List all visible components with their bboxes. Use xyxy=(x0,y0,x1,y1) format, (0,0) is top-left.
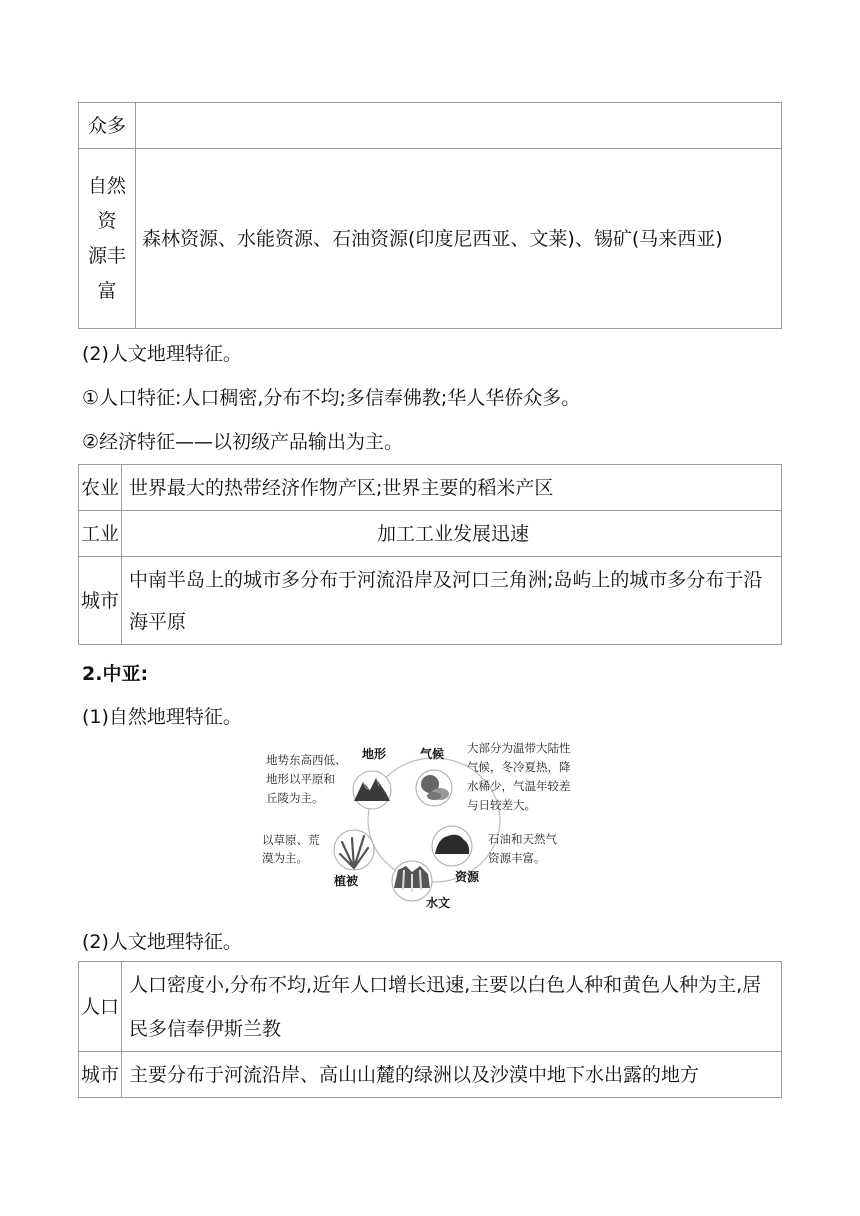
row-value: 中南半岛上的城市多分布于河流沿岸及河口三角洲;岛屿上的城市多分布于沿海平原 xyxy=(122,557,782,645)
vegetation-label: 植被 xyxy=(334,874,359,888)
row-label: 工业 xyxy=(79,511,122,557)
label-line: 自然 xyxy=(87,174,126,197)
central-asia-human-heading: (2)人文地理特征。 xyxy=(82,931,242,953)
table-row xyxy=(79,962,782,1052)
hydrology-label: 水文 xyxy=(426,896,451,910)
row-label: 城市 xyxy=(79,1052,122,1098)
row-label-natural-resources xyxy=(79,149,136,329)
table-row xyxy=(79,511,782,557)
terrain-text-line: 地形以平原和 xyxy=(266,772,335,786)
central-asia-human-table xyxy=(78,961,782,1098)
central-asia-natural-heading: (1)自然地理特征。 xyxy=(82,706,242,728)
table-row xyxy=(79,149,782,329)
row-value: 主要分布于河流沿岸、高山山麓的绿洲以及沙漠中地下水出露的地方 xyxy=(122,1052,782,1098)
terrain-text-line: 地势东高西低、 xyxy=(266,753,347,767)
table-row xyxy=(79,557,782,645)
natural-features-table-continued xyxy=(78,102,782,329)
table-row xyxy=(79,103,782,149)
row-label: 人口 xyxy=(79,962,122,1052)
row-label: 农业 xyxy=(79,465,122,511)
terrain-label: 地形 xyxy=(362,747,387,761)
resources-label: 资源 xyxy=(455,870,480,884)
central-asia-heading: 2.中亚: xyxy=(82,663,149,685)
table-row xyxy=(79,1052,782,1098)
terrain-text-line: 丘陵为主。 xyxy=(266,791,324,805)
label-line: 源丰 xyxy=(87,244,126,267)
climate-label: 气候 xyxy=(420,747,445,761)
row-value: 世界最大的热带经济作物产区;世界主要的稻米产区 xyxy=(122,465,782,511)
table-row xyxy=(79,465,782,511)
row-value: 人口密度小,分布不均,近年人口增长迅速,主要以白色人种和黄色人种为主,居民多信奉伊斯兰教 xyxy=(122,962,782,1052)
climate-text-line: 水稀少，气温年较差 xyxy=(467,779,571,793)
hydrology-node xyxy=(392,861,432,901)
label-line: 资 xyxy=(97,209,117,232)
terrain-node xyxy=(353,771,391,809)
row-value: 森林资源、水能资源、石油资源(印度尼西亚、文莱)、锡矿(马来西亚) xyxy=(136,149,782,329)
vegetation-node xyxy=(334,830,374,870)
label-line: 富 xyxy=(97,279,117,302)
sea-human-heading: (2)人文地理特征。 xyxy=(82,343,242,365)
climate-node xyxy=(416,770,452,806)
climate-text-line: 气候，冬冷夏热，降 xyxy=(467,760,571,774)
row-value xyxy=(136,103,782,149)
population-features: ①人口特征:人口稠密,分布不均;多信奉佛教;华人华侨众多。 xyxy=(82,387,581,409)
vegetation-text-line: 以草原、荒 xyxy=(262,833,320,847)
row-label: 城市 xyxy=(79,557,122,645)
climate-text-line: 与日较差大。 xyxy=(467,798,536,812)
resources-text-line: 石油和天然气 xyxy=(488,832,557,846)
vegetation-text-line: 漠为主。 xyxy=(262,851,308,865)
economy-features: ②经济特征——以初级产品输出为主。 xyxy=(82,431,404,453)
row-value: 加工工业发展迅速 xyxy=(122,511,782,557)
resources-node xyxy=(432,826,472,866)
sea-human-table xyxy=(78,464,782,645)
row-label: 众多 xyxy=(79,103,136,149)
resources-text-line: 资源丰富。 xyxy=(488,851,546,865)
central-asia-natural-diagram xyxy=(262,738,592,910)
climate-text-line: 大部分为温带大陆性 xyxy=(467,741,571,755)
